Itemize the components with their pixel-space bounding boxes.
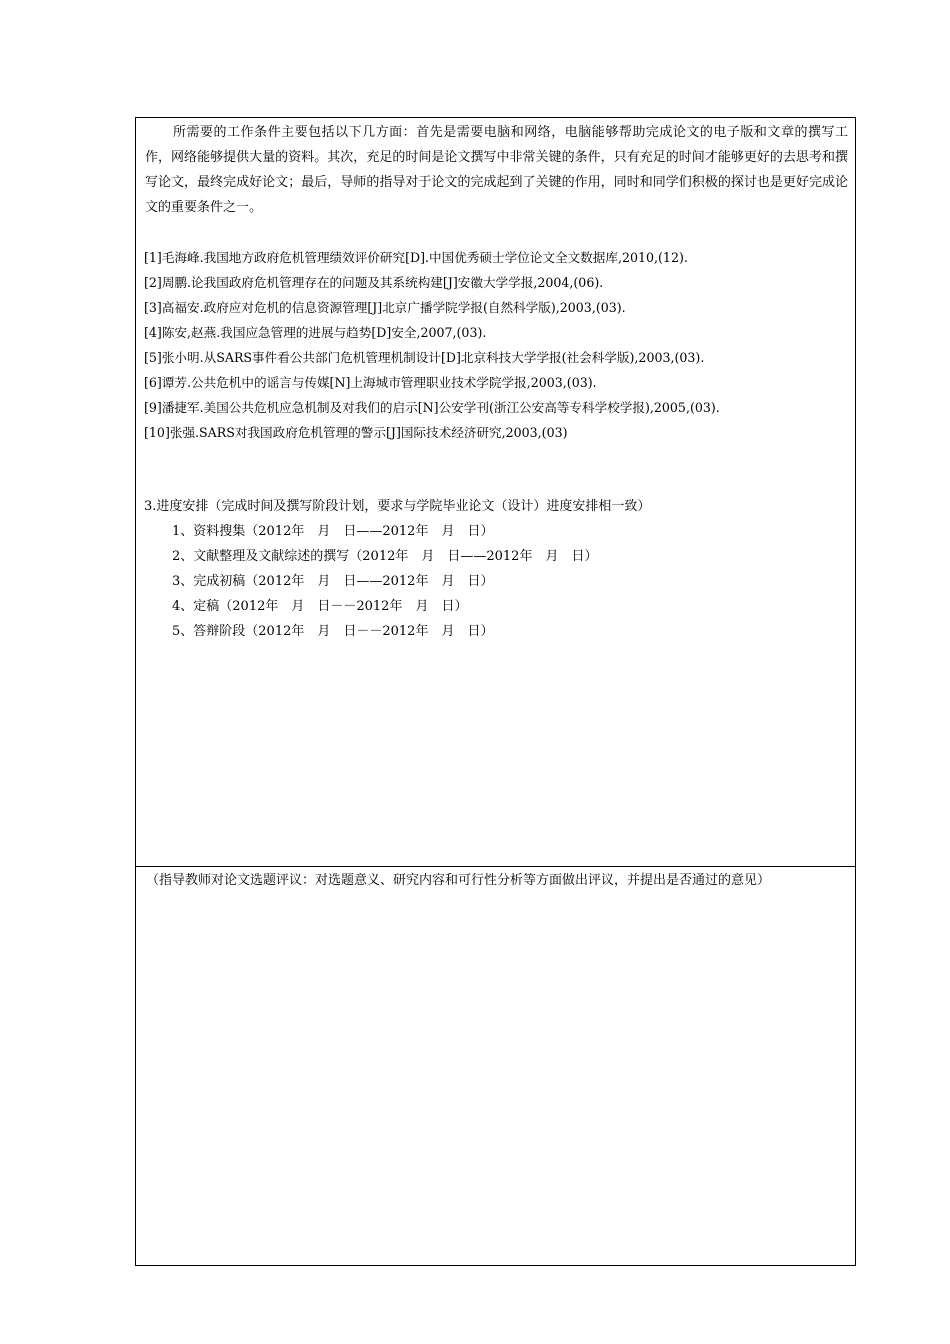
reference-item: [2]周鹏.论我国政府危机管理存在的问题及其系统构建[J]安徽大学学报,2004,(06). <box>144 275 604 290</box>
content-cell <box>136 118 855 867</box>
reference-item: [5]张小明.从SARS事件看公共部门危机管理机制设计[D]北京科技大学学报(社会科学版),2003,(03). <box>144 350 705 365</box>
reference-item: [3]高福安.政府应对危机的信息资源管理[J]北京广播学院学报(自然科学版),2003,(03). <box>144 300 626 315</box>
reference-item: [1]毛海峰.我国地方政府危机管理绩效评价研究[D].中国优秀硕士学位论文全文数据库,2010,(12). <box>144 250 688 265</box>
reference-item: [6]谭芳.公共危机中的谣言与传媒[N]上海城市管理职业技术学院学报,2003,(03). <box>144 375 597 390</box>
advisor-comment-cell[interactable] <box>136 867 855 1265</box>
schedule-item: 3、完成初稿（2012年 月 日——2012年 月 日） <box>172 574 494 589</box>
reference-item: [10]张强.SARS对我国政府危机管理的警示[J]国际技术经济研究,2003,(03) <box>144 425 568 440</box>
schedule-item: 2、文献整理及文献综述的撰写（2012年 月 日——2012年 月 日） <box>172 549 598 564</box>
schedule-heading: 3.进度安排（完成时间及撰写阶段计划，要求与学院毕业论文（设计）进度安排相一致） <box>144 499 651 514</box>
reference-item: [9]潘捷军.美国公共危机应急机制及对我们的启示[N]公安学刊(浙江公安高等专科学校学报),2005,(03). <box>144 400 720 415</box>
proposal-form-table <box>135 117 856 1266</box>
schedule-item: 5、答辩阶段（2012年 月 日－－2012年 月 日） <box>172 624 494 639</box>
advisor-comment-prompt: （指导教师对论文选题评议：对选题意义、研究内容和可行性分析等方面做出评议，并提出是否通过的意见） <box>146 873 771 888</box>
schedule-item: 1、资料搜集（2012年 月 日——2012年 月 日） <box>172 524 494 539</box>
reference-list <box>144 245 849 445</box>
schedule-item: 4、定稿（2012年 月 日－－2012年 月 日） <box>172 599 468 614</box>
reference-item: [4]陈安,赵燕.我国应急管理的进展与趋势[D]安全,2007,(03). <box>144 325 487 340</box>
schedule-list <box>172 519 597 644</box>
work-conditions-paragraph: 所需要的工作条件主要包括以下几方面：首先是需要电脑和网络，电脑能够帮助完成论文的电子版和文章的撰写工作，网络能够提供大量的资料。其次，充足的时间是论文撰写中非常关键的条件，只有充足的时间才能够更好的去思考和撰写论文，最终完成好论文；最后，导师的指导对于论文的完成起到了关键的作用，同时和同学们积极的探讨也是更好完成论文的重要条件之一。 <box>145 125 848 215</box>
